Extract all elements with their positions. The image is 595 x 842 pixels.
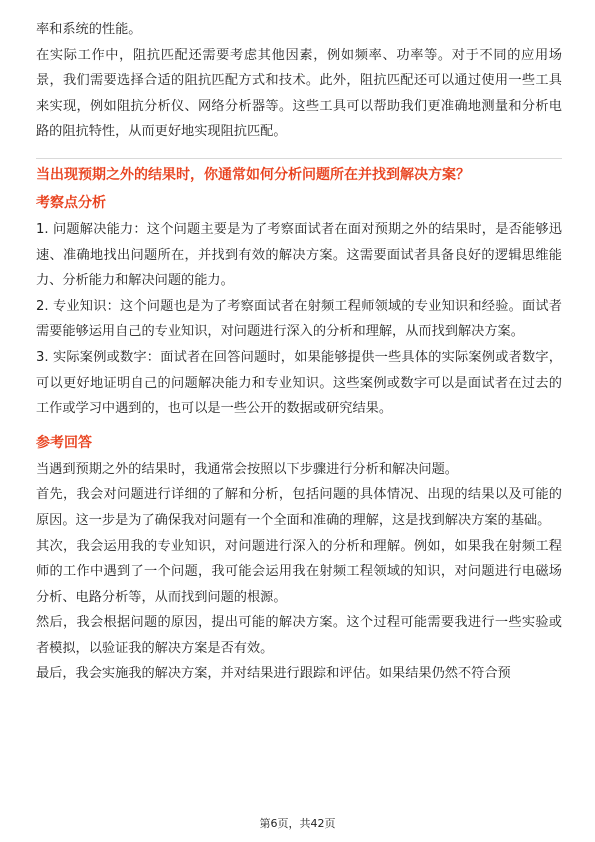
analysis-point: 2. 专业知识：这个问题也是为了考察面试者在射频工程师领域的专业知识和经验。面试者需要能够运用自己的专业知识，对问题进行深入的分析和理解，从而找到解决方案。 bbox=[36, 298, 562, 340]
answer-paragraph: 然后，我会根据问题的原因，提出可能的解决方案。这个过程可能需要我进行一些实验或者模拟，以验证我的解决方案是否有效。 bbox=[36, 615, 562, 656]
page-footer: 第6页，共42页 bbox=[259, 817, 336, 830]
page-content bbox=[36, 17, 562, 687]
analysis-point: 3. 实际案例或数字：面试者在回答问题时，如果能够提供一些具体的实际案例或者数字，可以更好地证明自己的问题解决能力和专业知识。这些案例或数字可以是面试者在过去的工作或学习中遇到的，也可以是一些公开的数据或研究结果。 bbox=[36, 349, 562, 417]
answer-paragraph: 首先，我会对问题进行详细的了解和分析，包括问题的具体情况、出现的结果以及可能的原因。这一步是为了确保我对问题有一个全面和准确的理解，这是找到解决方案的基础。 bbox=[36, 487, 562, 528]
section-divider bbox=[36, 158, 562, 159]
analysis-point: 1. 问题解决能力：这个问题主要是为了考察面试者在面对预期之外的结果时，是否能够迅速、准确地找出问题所在，并找到有效的解决方案。这需要面试者具备良好的逻辑思维能力、分析能力和解决问题的能力。 bbox=[36, 221, 562, 289]
answer-heading: 参考回答 bbox=[36, 434, 92, 451]
question-heading: 当出现预期之外的结果时，你通常如何分析问题所在并找到解决方案？ bbox=[36, 166, 470, 183]
answer-paragraph: 其次，我会运用我的专业知识，对问题进行深入的分析和理解。例如，如果我在射频工程师的工作中遇到了一个问题，我可能会运用我在射频工程领域的知识，对问题进行电磁场分析、电路分析等，从而找到问题的根源。 bbox=[36, 538, 562, 605]
answer-paragraph: 最后，我会实施我的解决方案，并对结果进行跟踪和评估。如果结果仍然不符合预 bbox=[36, 666, 511, 682]
analysis-heading: 考察点分析 bbox=[36, 194, 106, 211]
intro-paragraph: 在实际工作中，阻抗匹配还需要考虑其他因素，例如频率、功率等。对于不同的应用场景，我们需要选择合适的阻抗匹配方式和技术。此外，阻抗匹配还可以通过使用一些工具来实现，例如阻抗分析仪、网络分析器等。这些工具可以帮助我们更准确地测量和分析电路的阻抗特性，从而更好地实现阻抗匹配。 bbox=[36, 47, 562, 140]
intro-paragraph: 率和系统的性能。 bbox=[36, 22, 142, 37]
answer-paragraph: 当遇到预期之外的结果时，我通常会按照以下步骤进行分析和解决问题。 bbox=[36, 461, 458, 477]
